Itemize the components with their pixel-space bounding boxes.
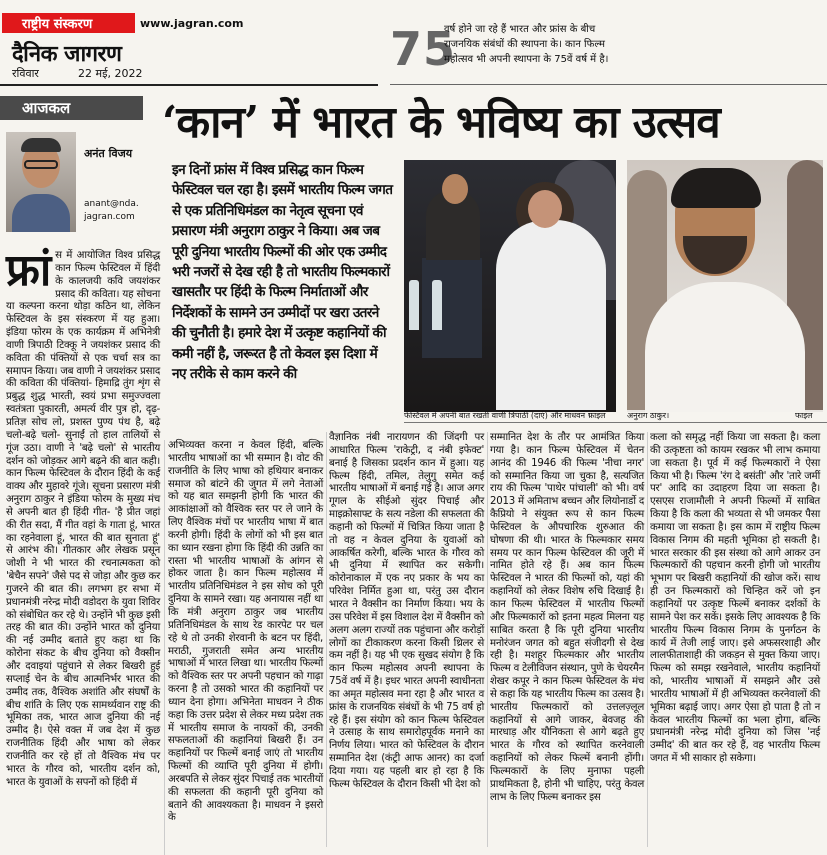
photo-caption: अनुराग ठाकुर। xyxy=(627,411,670,420)
festival-photo xyxy=(404,160,616,412)
note-line: महोत्सव भी अपनी स्थापना के 75वें वर्ष में है। xyxy=(444,54,609,65)
author-email[interactable] xyxy=(84,198,139,224)
author-name: अनंत विजय xyxy=(84,147,133,160)
masthead-rule xyxy=(0,84,378,86)
column-text: स में आयोजित विश्व प्रसिद्ध कान फिल्म फेस्टिवल में हिंदी के कालजयी कवि जयशंकर प्रसाद की कविता। यह सोचना या कल्पना करना थोड़ा कठिन था, लेकिन फेस्टिवल के इस संस्करण में यह हुआ। इंडिया फोरम के एक कार्यक्रम में अभिनेत्री वाणी त्रिपाठी टिक्कू ने जयशंकर प्रसाद की कविता की पंक्तियों से एक चर्चा सत्र का समापन किया। जब वाणी ने जयशंकर प्रसाद की कविता की पंक्तियां- हिमाद्रि तुंग शृंग से प्रबुद्ध शुद्ध भारती, स्वयं प्रभा समुज्ज्वला स्वतंत्रता पुकारती, अमर्त्य वीर पुत्र हो, दृढ़-प्रतिज्ञ सोच लो, प्रशस्त पुण्य पंथ है, बढ़े चलो-बढ़े चलो- सुनाईं तो हाल तालियों से गूंज उठा। वाणी ने 'बढ़े चलो' से भारतीय दर्शन को जोड़कर आगे बढ़ने की बात कही। कान फिल्म फेस्टिवल के दौरान हिंदी के कई वाक्य और मुहावरे गूंजे। सूचना प्रसारण मंत्री अनुराग ठाकुर ने इंडिया फोरम के मुख्य मंच से अपनी बात ही हिंदी गीत- 'है प्रीत जहां की रीत सदा, मैं गीत वहां के गाता हूं, भारत का रहनेवाला हूं, भारत की बात सुनाता हूं' से आरंभ की। गीतकार और लेखक प्रसून जोशी ने भी भारत की रचनात्मकता को 'बेचैन सपने' जैसे पद से जोड़ा और कुछ कर गुजरने की बात की। लगभग हर सभा में प्रधानमंत्री नरेन्द्र मोदी वडोदरा के युवा शिविर को संबोधित कर रहे थे। उन्होंने भी कुछ इसी तरह की बात की। उन्होंने भारत को दुनिया की नई उम्मीद बताते हुए कहा था कि कोरोना संकट के बीच दुनिया को वैक्सीन और दवाइयां पहुंचाने से लेकर बिखरी हुई सप्लाई चेन के बीच आत्मनिर्भर भारत की उम्मीद तक, वैश्विक अशांति और संघर्षों के बीच शांति के लिए एक सामर्थ्यवान राष्ट्र की भूमिका तक, भारत आज दुनिया की नई उम्मीद है। ऐसे वक्त में जब देश में कुछ राजनीतिक हिंदी और भाषा को लेकर राजनीति कर रहे हों तो वैश्विक मंच पर भारत के गौरव को, भारतीय दर्शन को, भारत के युवाओं के सपनों को हिंदी में xyxy=(6,250,160,788)
header-rule xyxy=(390,84,827,85)
email-line: jagran.com xyxy=(84,212,135,222)
caption-rule xyxy=(404,422,827,423)
author-photo xyxy=(6,132,76,232)
article-column-1 xyxy=(6,245,160,789)
article-column-3: वैज्ञानिक नंबी नारायणन की जिंदगी पर आधारित फिल्म 'राकेट्री, द नंबी इफेक्ट' बनाई है जिसका प्रदर्शन कान में हुआ। यह फिल्म हिंदी, तमिल, तेलुगु समेत कई भारतीय भाषाओं में बनाई गई है। आज अगर गूगल के सीईओ सुंदर पिचाई और माइक्रोसाफ्ट के सत्य नडेला की सफलता की कहानी को फिल्मों में चित्रित किया जाता है तो वह न केवल दुनिया के युवाओं को आकर्षित करेगी, बल्कि भारत के गौरव को भी दुनिया में स्थापित कर सकेगी। कोरोनाकाल में एक नए प्रकार के भय का परिवेश निर्मित हुआ था, परंतु उस दौरान भारत ने वैक्सीन का निर्माण किया। भय के उस परिवेश में इस विशाल देश में वैक्सीन को अलग अलग राज्यों तक पहुंचाना और करोड़ों लोगों का टीकाकरण करना किसी थ्रिलर से कम नहीं है। यह भी एक सुखद संयोग है कि कान फिल्म महोत्सव अपनी स्थापना के 75वें वर्ष में है। इधर भारत अपनी स्वाधीनता का अमृत महोत्सव मना रहा है और भारत व फ्रांस के राजनयिक संबंधों के भी 75 वर्ष हो रहे हैं। इस संयोग को कान फिल्म फेस्टिवल ने उत्साह के साथ समारोहपूर्वक मनाने का निर्णय लिया। भारत को फेस्टिवल के दौरान सम्मानित देश (कंट्री आफ आनर) का दर्जा दिया गया। यह पहली बार हो रहा है कि फिल्म फेस्टिवल के दौरान किसी भी देश को xyxy=(329,432,484,790)
website-url[interactable]: www.jagran.com xyxy=(140,17,244,30)
seventy-five-number: 75 xyxy=(390,22,457,76)
article-column-5: कला को समृद्ध नहीं किया जा सकता है। कला की उत्कृष्टता को कायम रखकर भी लाभ कमाया जा सकता है। पूर्व में कई फिल्मकारों ने ऐसा किया भी है। फिल्म 'रंग दे बसंती' और 'तारे जमीं पर' आदि का उदाहरण दिया जा सकता है। एसएस राजामौली ने अपनी फिल्मों में साबित किया है कि कला की भव्यता से भी जमकर पैसा कमाया जा सकता है। इस काम में राष्ट्रीय फिल्म विकास निगम की महती भूमिका हो सकती है। भारत सरकार की इस संस्था को आगे आकर उन फिल्मकारों की पहचान करनी होगी जो भारतीय भूभाग पर बिखरी कहानियों की खोज करें। साथ ही उन फिल्मकारों को चिन्हित करें जो इन कहानियों पर उत्कृष्ट फिल्में बनाकर दर्शकों के सामने पेश कर सकें। इसके लिए आवश्यक है कि भारतीय फिल्म विकास निगम के पुनर्गठन के कार्य में तेजी लाई जाए। इसे अफसरशाही और लालफीताशाही की जकड़न से मुक्त किया जाए। फिल्म को समझ रखनेवाले, भारतीय कहानियों को, भारतीय भाषाओं में समझने और उसे भारतीय भाषाओं में ही अभिव्यक्त करनेवालों की भूमिका बढ़ाई जाए। अगर ऐसा हो पाता है तो न केवल भारतीय फिल्मों का भला होगा, बल्कि प्रधानमंत्री नरेन्द्र मोदी दुनिया को जिस 'नई उम्मीद' की बात कर रहे हैं, वह भारतीय फिल्म जगत में भी साकार हो सकेगा। xyxy=(650,432,820,765)
photo-credit: फाइल xyxy=(795,411,813,420)
column-divider xyxy=(164,440,165,855)
photo-caption: फेस्टिवल में अपनी बात रखतीं वाणी त्रिपाठी (दाएं) और माधवन । xyxy=(404,411,591,420)
column-tag: आजकल xyxy=(0,96,143,120)
column-divider xyxy=(647,432,648,847)
newspaper-name: दैनिक जागरण xyxy=(12,42,122,67)
article-column-2: अभिव्यक्त करना न केवल हिंदी, बल्कि भारतीय भाषाओं का भी सम्मान है। वोट की राजनीति के लिए भाषा को हथियार बनाकर समाज को बांटने की जुगत में लगे नेताओं को यह बात समझनी होगी कि भारत की आकांक्षाओं को वैश्विक स्तर पर ले जाने के लिए वैश्विक मंचों पर भारतीय भाषा में बात करनी होगी। हिंदी के लोगों को भी इस बात का ध्यान रखना होगा कि हिंदी की उन्नति का रास्ता भी भारतीय भाषाओं के आंगन से होकर जाता है। कान फिल्म महोत्सव में भारतीय प्रतिनिधिमंडल ने इस सोच को पूरी दुनिया के सामने रखा। यह अनायास नहीं था कि मंत्री अनुराग ठाकुर जब भारतीय प्रतिनिधिमंडल के साथ रेड कारपेट पर चल रहे थे तो उनकी शेरवानी के बटन पर हिंदी, मराठी, गुजराती समेत अन्य भारतीय भाषाओं में भारत लिखा था। भारतीय फिल्मों को वैश्विक स्तर पर अपनी पहचान को गाढ़ा करना है तो उसको भारत की कहानियों पर ध्यान देना होगा। अभिनेता माधवन ने ठीक कहा कि उत्तर प्रदेश से लेकर मध्य प्रदेश तक में भारतीय समाज के नायकों की, उनकी सफलताओं की कहानियां बिखरी हैं। उन कहानियों पर फिल्में बनाई जाएं तो भारतीय फिल्मों की व्याप्ति पूरी दुनिया में होगी। अरबपति से लेकर सुंदर पिचाई तक भारतीयों की सफलता की कहानी पूरी दुनिया को बताने की आवश्यकता है। माधवन ने इसरो के xyxy=(168,440,323,824)
email-line: anant@nda. xyxy=(84,199,139,209)
column-divider xyxy=(487,432,488,847)
article-headline: ‘कान’ में भारत के भविष्य का उत्सव xyxy=(162,97,720,148)
issue-day: रविवार xyxy=(12,67,39,80)
seventy-five-note xyxy=(444,22,654,67)
drop-cap: फ्रां xyxy=(6,245,52,296)
issue-date: 22 मई, 2022 xyxy=(78,67,143,80)
article-lede: इन दिनों फ्रांस में विश्व प्रसिद्ध कान फिल्म फेस्टिवल चल रहा है। इसमें भारतीय फिल्म जगत से एक प्रतिनिधिमंडल का नेतृत्व सूचना एवं प्रसारण मंत्री अनुराग ठाकुर ने किया। अब जब पूरी दुनिया भारतीय फिल्मों की ओर एक उम्मीद भरी नजरों से देख रही है तो भारतीय फिल्मकारों खासतौर पर हिंदी के फिल्म निर्माताओं और निर्देशकों के सामने उन उम्मीदों पर खरा उतरने की चुनौती है। हमारे देश में उत्कृष्ट कहानियों की कमी नहीं है, जरूरत है तो केवल इस दिशा में नए तरीके से काम करने की xyxy=(172,162,393,383)
note-line: वर्ष होने जा रहे हैं भारत और फ्रांस के बीच xyxy=(444,24,596,35)
column-divider xyxy=(326,432,327,847)
edition-ribbon: राष्ट्रीय संस्करण xyxy=(2,13,135,33)
article-column-4: सम्मानित देश के तौर पर आमंत्रित किया गया है। कान फिल्म फेस्टिवल में चेतन आनंद की 1946 की फिल्म 'नीचा नगर' को सम्मानित किया जा चुका है, सत्यजित राय की फिल्म 'पाथेर पांचाली' को भी। वर्ष 2013 में अमिताभ बच्चन और लियोनार्डो द कैप्रियो ने संयुक्त रूप से कान फिल्म फेस्टिवल के औपचारिक शुरुआत की घोषणा की थी। भारत के फिल्मकार समय समय पर कान फिल्म फेस्टिवल की जूरी में नामित होते रहे हैं। अब कान फिल्म फेस्टिवल ने भारत की फिल्मों को, यहां की कहानियों को लेकर विशेष रुचि दिखाई है। कान फिल्म फेस्टिवल में भारतीय फिल्मों और फिल्मकारों को इतना महत्व मिलना यह साबित करता है कि पूरी दुनिया भारतीय मनोरंजन जगत को बहुत संजीदगी से देख रही है। मशहूर फिल्मकार और भारतीय फिल्म व टेलीविजन संस्थान, पुणे के चेयरमैन शेखर कपूर ने कान फिल्म फेस्टिवल के मंच से कहा कि यह भारतीय फिल्म का उत्सव है। भारतीय फिल्मकारों को उत्तलज़्लूल कहानियों से आगे जाकर, बेवजह की मारधाड़ और यौनिकता से आगे बढ़ते हुए भारत के गौरव को स्थापित करनेवाली कहानियों को लेकर फिल्में बनानी होंगी। फिल्मकारों के लिए मुनाफा पहली प्राथमिकता है, होनी भी चाहिए, परंतु केवल लाभ के लिए फिल्म बनाकर इस xyxy=(490,432,644,803)
minister-photo xyxy=(627,160,823,412)
note-line: राजनयिक संबंधों की स्थापना के। कान फिल्म xyxy=(444,39,606,50)
photo-credit: फाइल xyxy=(588,411,606,420)
